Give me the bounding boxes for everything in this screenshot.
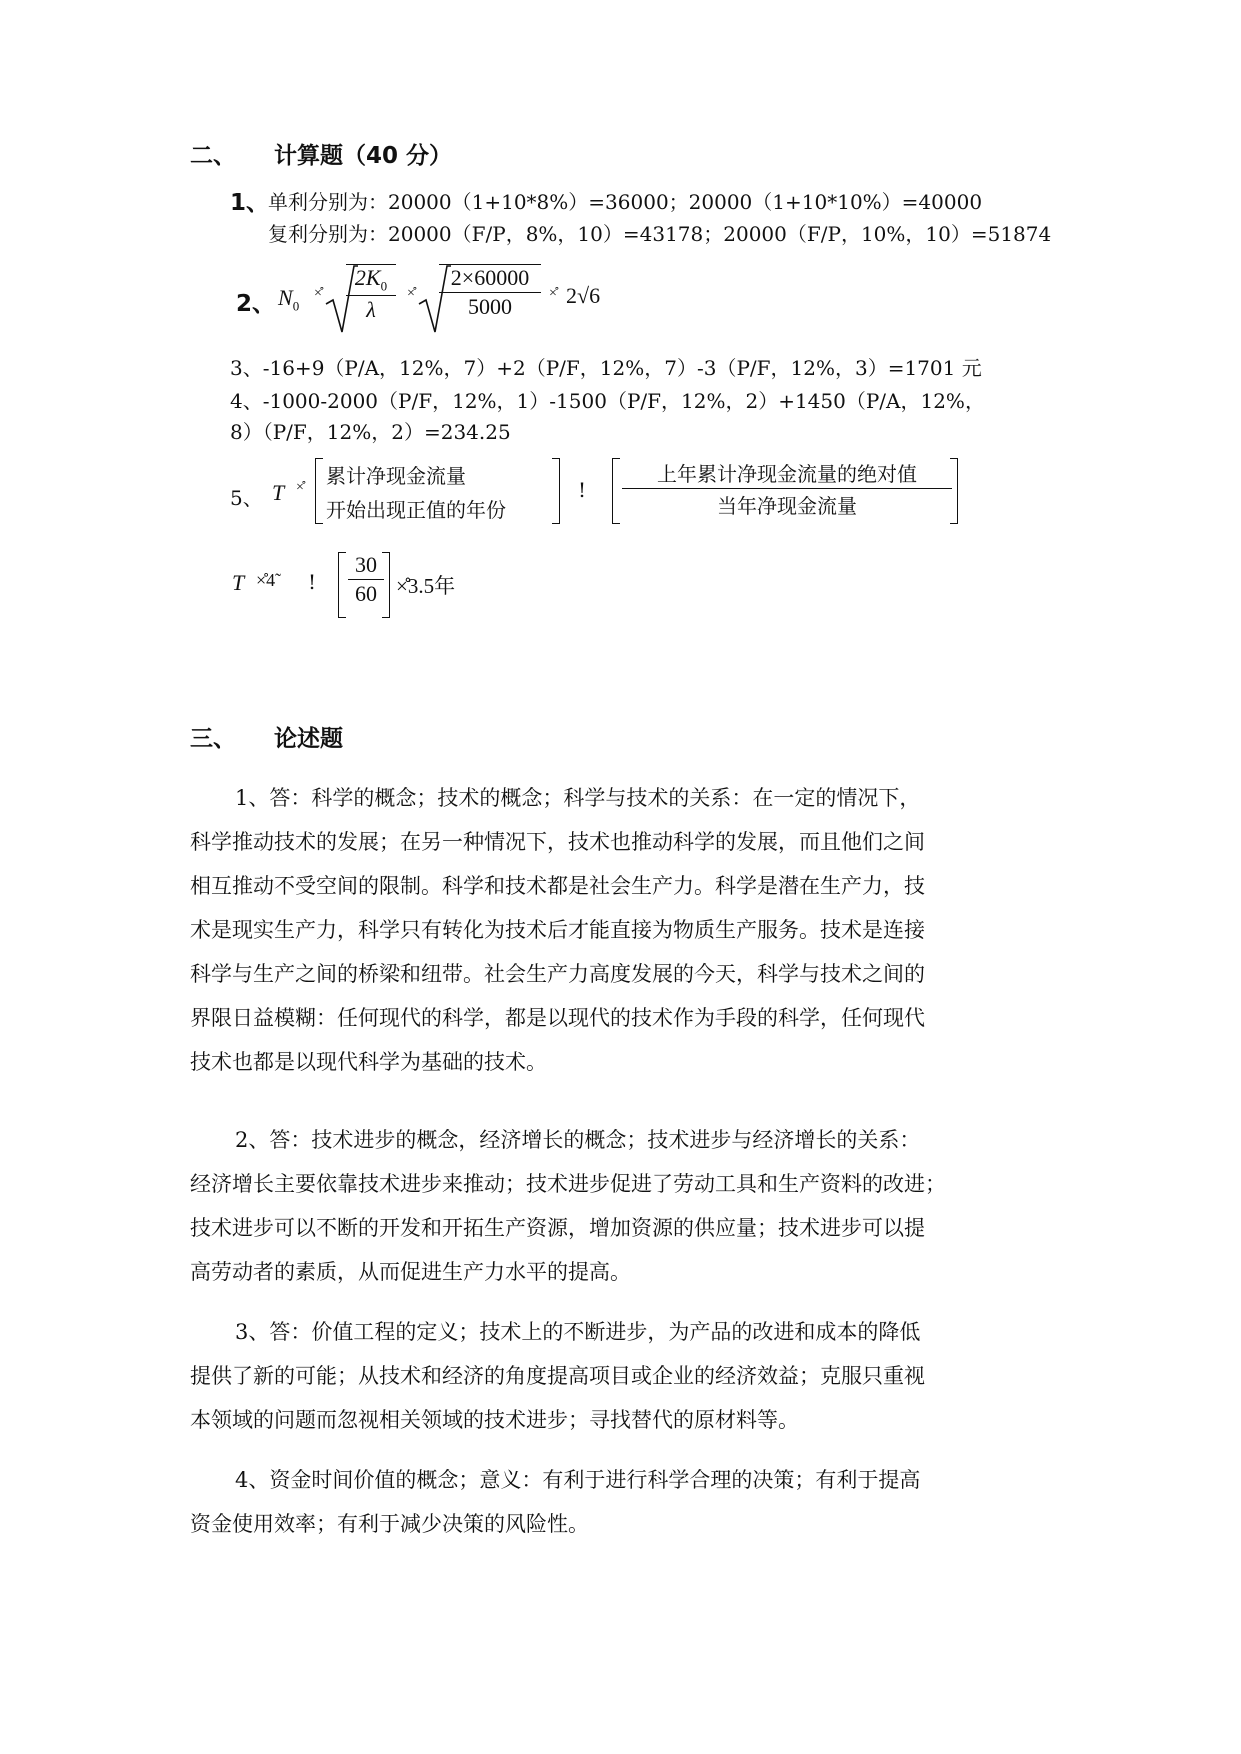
answer1-line5: 科学与生产之间的桥梁和纽带。社会生产力高度发展的今天，科学与技术之间的 bbox=[190, 962, 925, 986]
q2-eq1: ×̊̊ bbox=[314, 286, 322, 301]
answer3-line3: 本领域的问题而忽视相关领域的技术进步；寻找替代的原材料等。 bbox=[190, 1408, 799, 1432]
answer2-line3: 技术进步可以不断的开发和开拓生产资源，增加资源的供应量；技术进步可以提 bbox=[190, 1216, 925, 1240]
q2-eq2: ×̊̊ bbox=[407, 286, 415, 301]
section3-number: 三、 bbox=[190, 726, 236, 752]
q5b-bracket-left bbox=[338, 552, 346, 618]
q1-simple-interest: 单利分别为：20000（1+10*8%）=36000；20000（1+10*10%）=40000 bbox=[268, 190, 983, 214]
answer4-line2: 资金使用效率；有利于减少决策的风险性。 bbox=[190, 1512, 589, 1536]
answer3-line1: 3、答：价值工程的定义；技术上的不断进步，为产品的改进和成本的降低 bbox=[235, 1320, 921, 1344]
answer1-line7: 技术也都是以现代科学为基础的技术。 bbox=[190, 1050, 547, 1074]
answer4-line1: 4、资金时间价值的概念；意义：有利于进行科学合理的决策；有利于提高 bbox=[235, 1468, 921, 1492]
answer2-line2: 经济增长主要依靠技术进步来推动；技术进步促进了劳动工具和生产资料的改进； bbox=[190, 1172, 946, 1196]
answer1-line1: 1、答：科学的概念；技术的概念；科学与技术的关系：在一定的情况下， bbox=[235, 786, 921, 810]
q5-bracket-right-2 bbox=[950, 458, 958, 524]
q5b-eq: ×̊̊4̃ bbox=[256, 570, 276, 590]
q5-bracket-left-2 bbox=[612, 458, 620, 524]
q2-n: $N_0$ bbox=[278, 285, 300, 314]
answer1-line4: 术是现实生产力，科学只有转化为技术后才能直接为物质生产服务。技术是连接 bbox=[190, 918, 925, 942]
q4-text-line1: 4、-1000-2000（P/F，12%，1）-1500（P/F，12%，2）+1450（P/A，12%， bbox=[230, 389, 985, 413]
q5-fraction: 上年累计净现金流量的绝对值 当年净现金流量 bbox=[622, 458, 952, 519]
q5-bracket-right-1 bbox=[552, 458, 560, 524]
answer1-line6: 界限日益模糊：任何现代的科学，都是以现代的技术作为手段的科学，任何现代 bbox=[190, 1006, 925, 1030]
q2-result: 2√6 bbox=[566, 283, 601, 308]
q5b-fraction: 30 60 bbox=[348, 552, 384, 607]
q4-text-line2: 8）（P/F，12%，2）=234.25 bbox=[230, 420, 511, 444]
section2-title: 计算题（40 分） bbox=[274, 143, 453, 169]
q5-bracket-left-1 bbox=[315, 458, 323, 524]
q5-number: 5、 bbox=[230, 486, 263, 510]
section2-number: 二、 bbox=[190, 143, 236, 169]
q5-b1-bottom: 开始出现正值的年份 bbox=[326, 498, 506, 522]
q5-minus: ! bbox=[578, 478, 587, 502]
q3-text: 3、-16+9（P/A，12%，7）+2（P/F，12%，7）-3（P/F，12%，3）=1701 元 bbox=[230, 356, 982, 380]
q1-number: 1、 bbox=[230, 190, 270, 216]
q5-eq: ×̊̊ bbox=[296, 480, 304, 495]
answer1-line3: 相互推动不受空间的限制。科学和技术都是社会生产力。科学是潜在生产力，技 bbox=[190, 874, 925, 898]
q5b-t: T bbox=[232, 570, 245, 595]
answer3-line2: 提供了新的可能；从技术和经济的角度提高项目或企业的经济效益；克服只重视 bbox=[190, 1364, 925, 1388]
section3-title: 论述题 bbox=[274, 726, 343, 752]
q2-fraction-2: 2×60000 5000 bbox=[439, 264, 541, 320]
answer2-line4: 高劳动者的素质，从而促进生产力水平的提高。 bbox=[190, 1260, 631, 1284]
answer1-line2: 科学推动技术的发展；在另一种情况下，技术也推动科学的发展，而且他们之间 bbox=[190, 830, 925, 854]
answer2-line1: 2、答：技术进步的概念，经济增长的概念；技术进步与经济增长的关系： bbox=[235, 1128, 921, 1152]
q1-compound-interest: 复利分别为：20000（F/P，8%，10）=43178；20000（F/P，10%，10）=51874 bbox=[268, 222, 1052, 246]
q5-t: T bbox=[272, 480, 285, 505]
q5b-bracket-right bbox=[382, 552, 390, 618]
q5b-minus: ! bbox=[308, 570, 317, 594]
q2-fraction-1: $2K_0$ λ bbox=[346, 264, 396, 323]
q5-b1-top: 累计净现金流量 bbox=[326, 464, 466, 488]
q5b-result: ×̊̊3.5年 bbox=[396, 574, 456, 598]
q2-number: 2、 bbox=[236, 291, 276, 317]
q2-eq3: ×̊̊ bbox=[549, 286, 557, 301]
